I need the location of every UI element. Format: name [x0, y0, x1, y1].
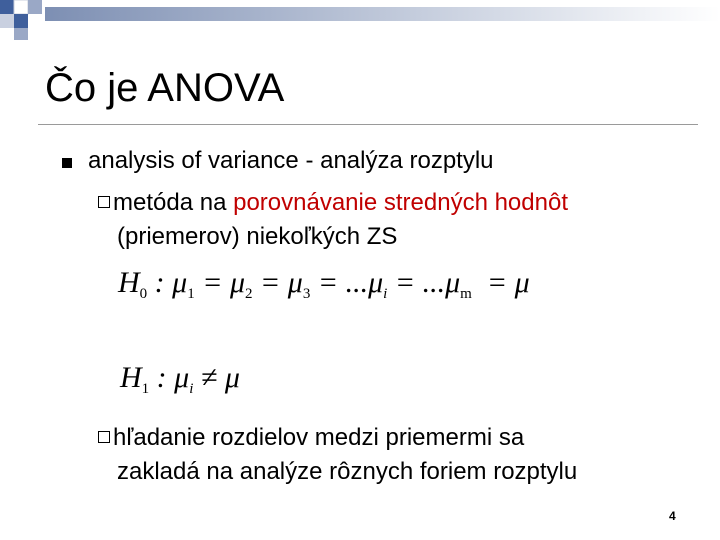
equation-h0: $H_0$ : $\mu_1 = \mu_2 = \mu_3 = ...\mu_i = ...\mu_m = \mu$ [118, 266, 530, 302]
slide-title: Čo je ANOVA [45, 66, 285, 110]
page-number: 4 [669, 509, 676, 523]
sub-bullet-1-line-1 [98, 189, 568, 217]
checkbox-bullet-icon [98, 196, 110, 208]
equation-h1: $H_1$ : $\mu_i \ne \mu$ [120, 361, 240, 397]
sub-bullet-2-line-2: zakladá na analýze rôznych foriem rozptylu [117, 458, 578, 485]
sub-bullet-1-highlight: porovnávanie stredných hodnôt [233, 189, 568, 216]
checkbox-bullet-icon [98, 431, 110, 443]
bullet-main: analysis of variance - analýza rozptylu [88, 147, 494, 174]
square-bullet-icon [62, 158, 72, 168]
sub-bullet-2-text: hľadanie rozdielov medzi priemermi sa [113, 424, 525, 451]
sub-bullet-1-prefix: metóda na [113, 189, 234, 216]
decorative-header-bar [0, 0, 720, 40]
sub-bullet-1-line-2: (priemerov) niekoľkých ZS [117, 223, 398, 250]
title-divider [38, 124, 698, 125]
sub-bullet-2-line-1 [98, 424, 524, 452]
